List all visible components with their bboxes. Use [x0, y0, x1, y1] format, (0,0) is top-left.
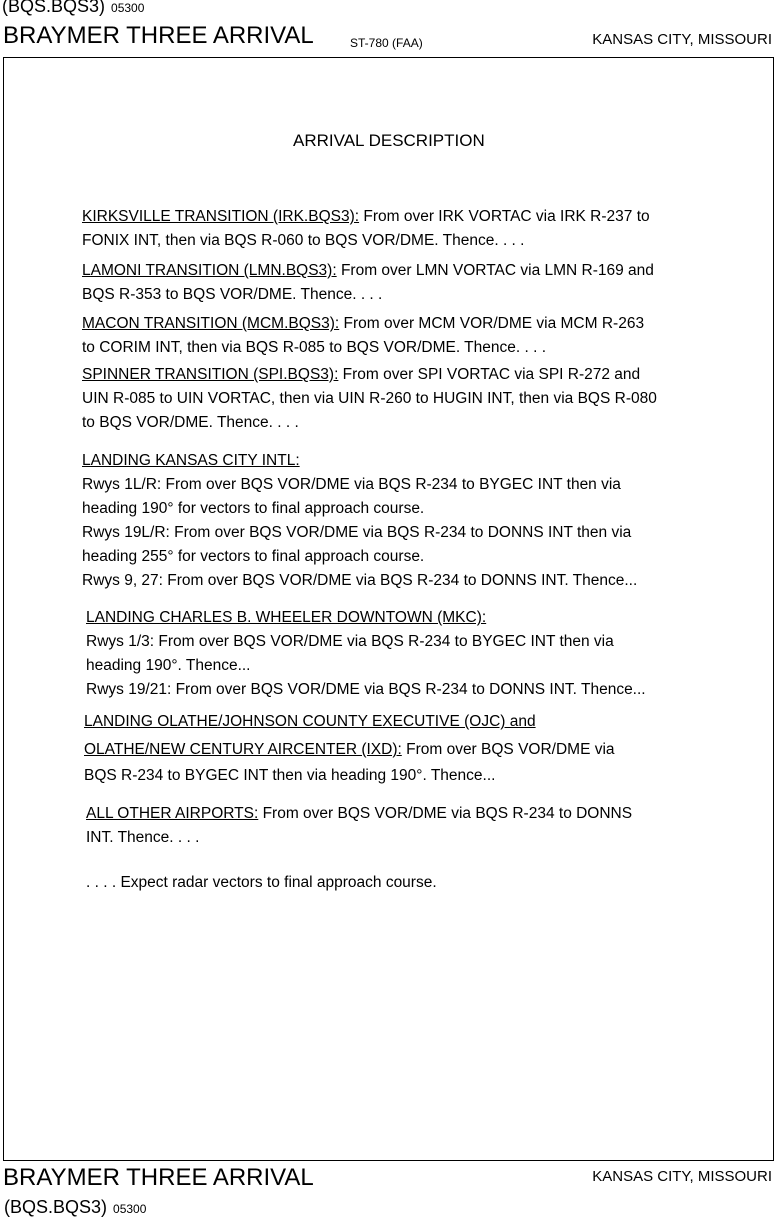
- other-airports-line2: INT. Thence. . . .: [86, 829, 200, 846]
- lamoni-line1: From over LMN VORTAC via LMN R-169 and: [336, 262, 654, 279]
- chart-title: BRAYMER THREE ARRIVAL: [3, 22, 314, 49]
- olathe-line2: BQS R-234 to BYGEC INT then via heading 190°. Thence...: [84, 767, 496, 784]
- footer-code: (BQS.BQS3): [4, 1197, 108, 1217]
- macon-label: MACON TRANSITION (MCM.BQS3):: [82, 315, 340, 332]
- date-code: 05300: [111, 1, 145, 15]
- olathe-line1: From over BQS VOR/DME via: [401, 741, 615, 758]
- kirksville-line1: From over IRK VORTAC via IRK R-237 to: [359, 208, 650, 225]
- footer-title: BRAYMER THREE ARRIVAL: [3, 1164, 314, 1191]
- footer-procedure-code: [4, 1197, 146, 1218]
- kansas-city-label: LANDING KANSAS CITY INTL:: [82, 452, 300, 469]
- chart-number: ST-780 (FAA): [350, 36, 423, 50]
- footer-location: KANSAS CITY, MISSOURI: [592, 1168, 772, 1185]
- other-airports-line1: From over BQS VOR/DME via BQS R-234 to DONNS: [258, 805, 633, 822]
- wheeler-line1: Rwys 1/3: From over BQS VOR/DME via BQS R-234 to BYGEC INT then via: [86, 633, 614, 650]
- other-airports-label: ALL OTHER AIRPORTS:: [86, 805, 259, 822]
- kirksville-line2: FONIX INT, then via BQS R-060 to BQS VOR/DME. Thence. . . .: [82, 232, 525, 249]
- footer-date-code: 05300: [113, 1202, 147, 1216]
- arrival-description-heading: ARRIVAL DESCRIPTION: [293, 131, 485, 150]
- olathe-label2: OLATHE/NEW CENTURY AIRCENTER (IXD):: [84, 741, 402, 758]
- procedure-code: (BQS.BQS3): [2, 0, 106, 16]
- expect-radar-vectors: . . . . Expect radar vectors to final approach course.: [86, 874, 437, 891]
- all-other-airports: [86, 802, 632, 850]
- lamoni-transition: [82, 259, 654, 307]
- spinner-line2: UIN R-085 to UIN VORTAC, then via UIN R-260 to HUGIN INT, then via BQS R-080: [82, 390, 657, 407]
- wheeler-label: LANDING CHARLES B. WHEELER DOWNTOWN (MKC):: [86, 609, 487, 626]
- olathe-label1: LANDING OLATHE/JOHNSON COUNTY EXECUTIVE (OJC) and: [84, 713, 536, 730]
- kansas-city-line1: Rwys 1L/R: From over BQS VOR/DME via BQS R-234 to BYGEC INT then via: [82, 476, 621, 493]
- lamoni-label: LAMONI TRANSITION (LMN.BQS3):: [82, 262, 337, 279]
- kansas-city-line2: heading 190° for vectors to final approach course.: [82, 500, 425, 517]
- chart-location: KANSAS CITY, MISSOURI: [592, 31, 772, 48]
- lamoni-line2: BQS R-353 to BQS VOR/DME. Thence. . . .: [82, 286, 383, 303]
- kansas-city-line3: Rwys 19L/R: From over BQS VOR/DME via BQS R-234 to DONNS INT then via: [82, 524, 632, 541]
- spinner-line1: From over SPI VORTAC via SPI R-272 and: [338, 366, 641, 383]
- procedure-code-header: [2, 0, 144, 17]
- kirksville-transition: [82, 205, 650, 253]
- spinner-line3: to BQS VOR/DME. Thence. . . .: [82, 414, 299, 431]
- spinner-transition: [82, 363, 657, 435]
- kirksville-label: KIRKSVILLE TRANSITION (IRK.BQS3):: [82, 208, 360, 225]
- kansas-city-line5: Rwys 9, 27: From over BQS VOR/DME via BQS R-234 to DONNS INT. Thence...: [82, 572, 638, 589]
- macon-line1: From over MCM VOR/DME via MCM R-263: [339, 315, 645, 332]
- wheeler-line2: heading 190°. Thence...: [86, 657, 251, 674]
- macon-line2: to CORIM INT, then via BQS R-085 to BQS VOR/DME. Thence. . . .: [82, 339, 547, 356]
- kansas-city-line4: heading 255° for vectors to final approach course.: [82, 548, 425, 565]
- landing-olathe: [84, 710, 615, 788]
- landing-wheeler-downtown: [86, 606, 646, 702]
- macon-transition: [82, 312, 644, 360]
- spinner-label: SPINNER TRANSITION (SPI.BQS3):: [82, 366, 339, 383]
- landing-kansas-city: [82, 449, 637, 593]
- wheeler-line3: Rwys 19/21: From over BQS VOR/DME via BQS R-234 to DONNS INT. Thence...: [86, 681, 646, 698]
